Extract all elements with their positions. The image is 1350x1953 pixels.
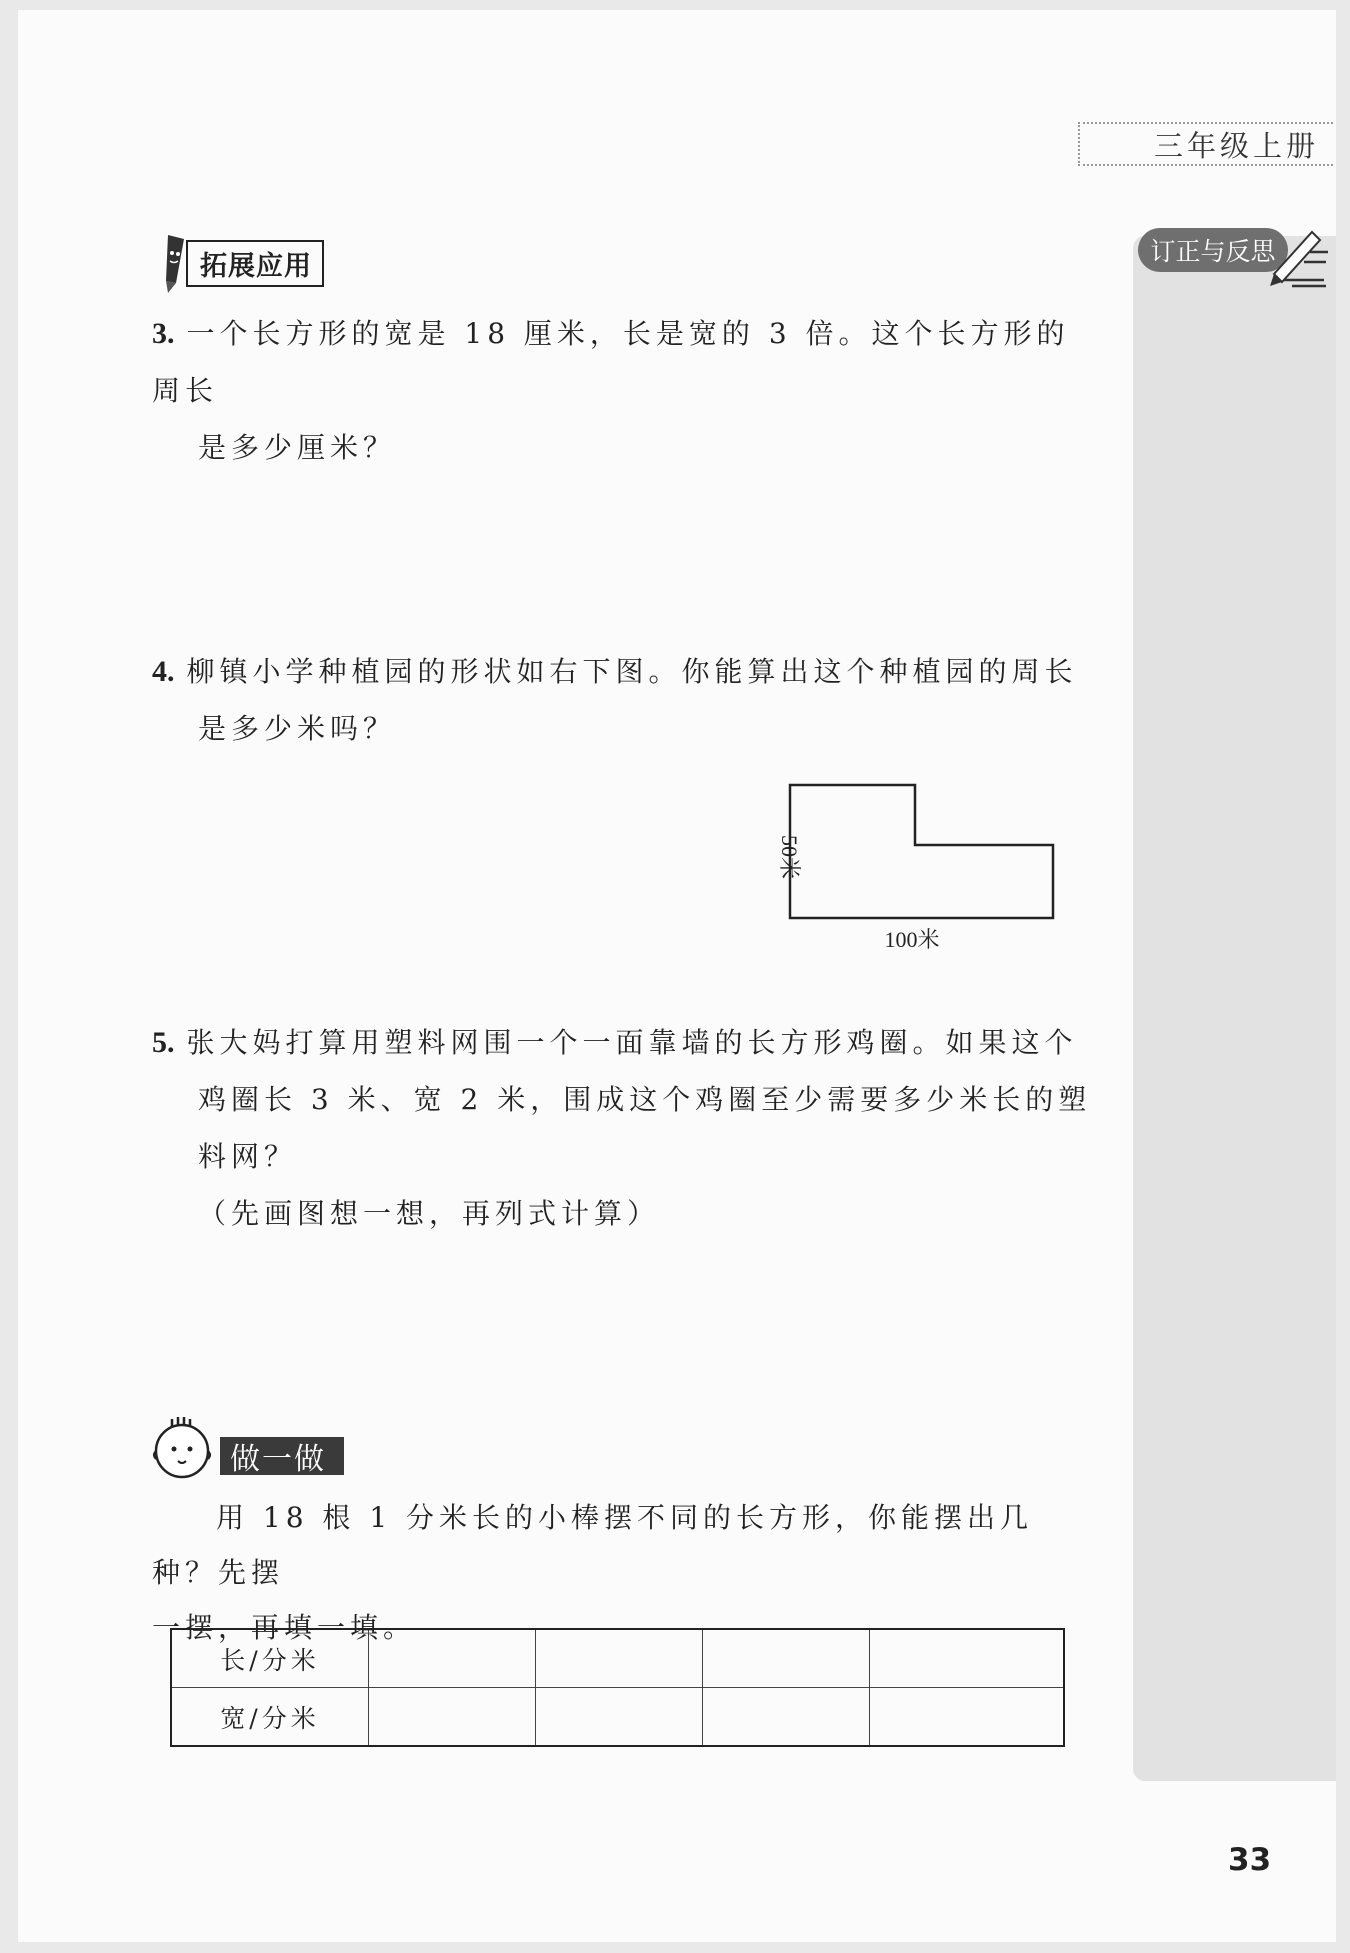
height-label: 50米 — [777, 834, 802, 880]
answer-cell[interactable] — [535, 1688, 702, 1747]
answer-cell[interactable] — [869, 1688, 1064, 1747]
question-4 — [152, 643, 1092, 757]
pencil-icon — [1264, 222, 1334, 292]
question-number: 5. — [152, 1026, 175, 1059]
question-text: 鸡圈长 3 米、宽 2 米，围成这个鸡圈至少需要多少米长的塑料网？ — [198, 1083, 1092, 1173]
correction-panel — [1133, 236, 1336, 1781]
grade-label: 三年级上册 — [1078, 122, 1333, 166]
answer-cell[interactable] — [369, 1629, 536, 1688]
question-text: 柳镇小学种植园的形状如右下图。你能算出这个种植园的周长 — [186, 655, 1078, 688]
question-text: 一个长方形的宽是 18 厘米，长是宽的 3 倍。这个长方形的周长 — [152, 317, 1070, 407]
answer-cell[interactable] — [369, 1688, 536, 1747]
answer-cell[interactable] — [702, 1688, 869, 1747]
activity-title: 做一做 — [220, 1437, 344, 1475]
section-heading — [158, 238, 324, 288]
row-label: 宽/分米 — [171, 1688, 369, 1747]
activity-line: 用 18 根 1 分米长的小棒摆不同的长方形，你能摆出几种？先摆 — [152, 1501, 1034, 1589]
answer-cell[interactable] — [702, 1629, 869, 1688]
width-label: 100米 — [884, 927, 940, 952]
answer-cell[interactable] — [869, 1629, 1064, 1688]
section-title: 拓展应用 — [186, 240, 324, 287]
question-number: 4. — [152, 655, 175, 688]
activity-heading — [150, 1415, 344, 1481]
correction-label: 订正与反思 — [1138, 228, 1288, 272]
question-text: 是多少米吗？ — [198, 712, 397, 745]
answer-cell[interactable] — [535, 1629, 702, 1688]
question-text: （先画图想一想，再列式计算） — [198, 1197, 661, 1230]
question-5 — [152, 1014, 1092, 1242]
table-row — [171, 1629, 1064, 1688]
question-number: 3. — [152, 317, 175, 350]
kid-face-icon — [150, 1415, 220, 1481]
question-text: 是多少厘米？ — [198, 431, 397, 464]
question-text: 张大妈打算用塑料网围一个一面靠墙的长方形鸡圈。如果这个 — [186, 1026, 1078, 1059]
garden-diagram — [750, 775, 1070, 955]
row-label: 长/分米 — [171, 1629, 369, 1688]
answer-table — [170, 1628, 1065, 1747]
garden-outline — [790, 785, 1053, 918]
activity-line: 一摆，再填一填。 — [152, 1611, 417, 1644]
page-number: 33 — [1228, 1842, 1272, 1878]
table-row — [171, 1688, 1064, 1747]
question-3 — [152, 305, 1092, 476]
